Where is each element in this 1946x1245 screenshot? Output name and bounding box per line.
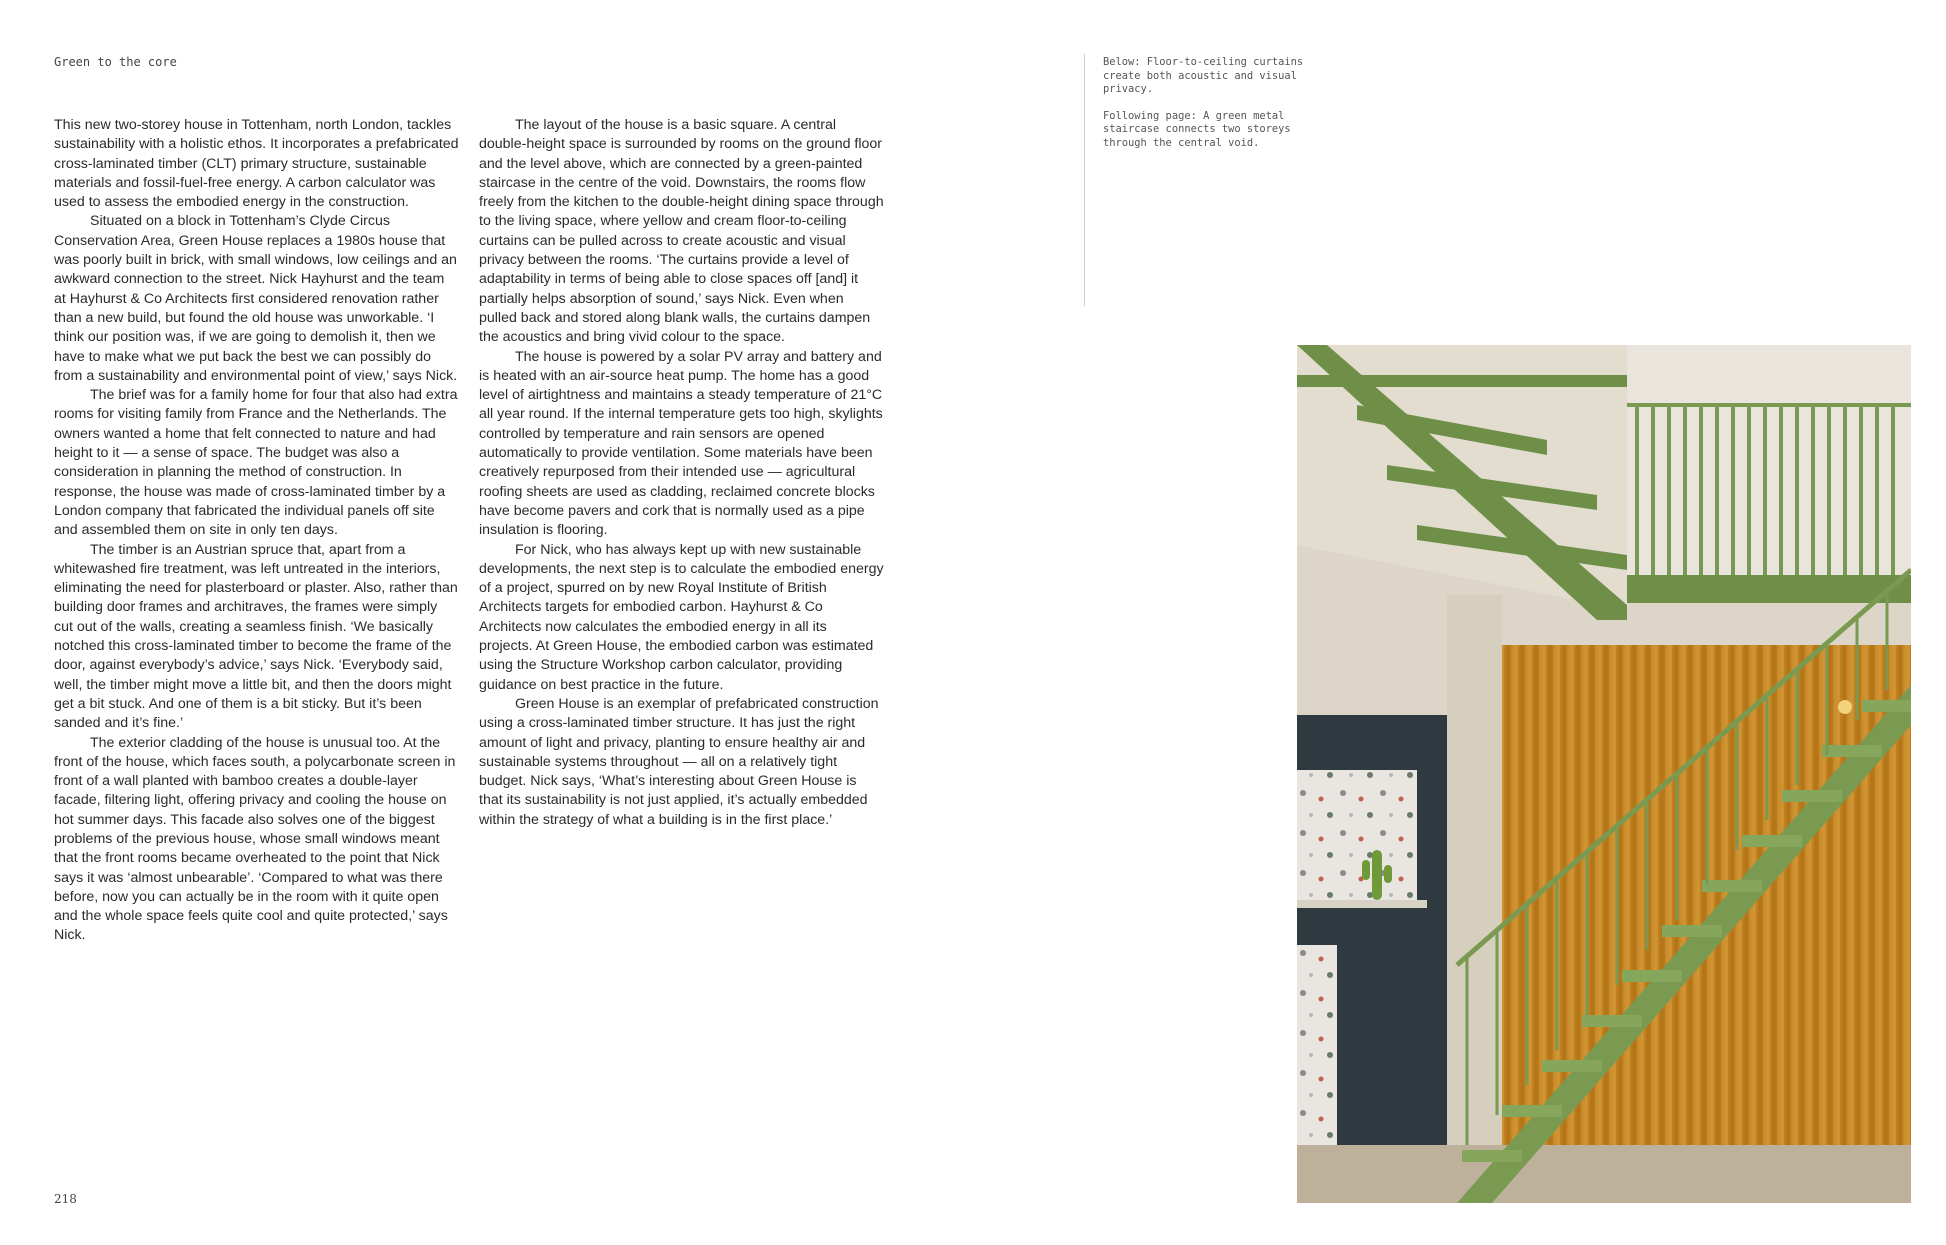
caption-below: Below: Floor-to-ceiling curtains create both acoustic and visual privacy.	[1103, 56, 1304, 96]
paragraph: The brief was for a family home for four that also had extra rooms for visiting family from France and the Netherlands. The owners wanted a home that felt connected to nature and had height to it — a sense of space. The budget was also a consideration in planning the method of construction. In response, the house was made of cross-laminated timber by a London company that fabricated the individual panels off site and assembled them on site in only ten days.	[54, 387, 458, 539]
staircase-photo	[1297, 345, 1911, 1203]
caption-following-page: Following page: A green metal staircase connects two storeys through the central void.	[1103, 109, 1291, 149]
body-column-1	[54, 116, 459, 946]
paragraph: The house is powered by a solar PV array and battery and is heated with an air-source heat pump. The home has a good level of airtightness and maintains a steady temperature of 21°C all year round. If the internal temperature gets too high, skylights controlled by temperature and rain sensors are opened automatically to provide ventilation. Some materials have been creatively repurposed from their intended use — agricultural roofing sheets are used as cladding, reclaimed concrete blocks have become pavers and cork that is normally used as a pipe insulation is flooring.	[479, 348, 883, 539]
concrete-floor	[1297, 1145, 1911, 1203]
page-number: 218	[54, 1192, 77, 1206]
paragraph: The exterior cladding of the house is unusual too. At the front of the house, which faces south, a polycarbonate screen in front of a wall planted with bamboo creates a double-layer facade, filtering light, offering privacy and cooling the house on hot summer days. This facade also solves one of the biggest problems of the previous house, whose small windows meant that the front rooms became overheated to the point that Nick says it was ‘almost unbearable’. ‘Compared to what was there before, now you can actually be in the room with it quite open and the whole space feels quite cool and quite protected,’ says Nick.	[54, 734, 456, 944]
paragraph: Situated on a block in Tottenham’s Clyde Circus Conservation Area, Green House replaces a 1980s house that was poorly built in brick, with small windows, low ceilings and an awkward connection to the street. Nick Hayhurst and the team at Hayhurst & Co Architects first considered renovation rather than a new build, but found the old house was unworkable. ‘I think our position was, if we are going to demolish it, then we have to make what we put back the best we can possibly do from a sustainability and environmental point of view,’ says Nick.	[54, 213, 458, 384]
timber-column	[1447, 595, 1502, 1203]
paragraph: The timber is an Austrian spruce that, apart from a whitewashed fire treatment, was left untreated in the interiors, eliminating the need for plasterboard or plaster. Also, rather than building door frames and architraves, the frames were simply cut out of the walls, creating a seamless finish. ‘We basically notched this cross-laminated timber to become the frame of the door, against everybody’s advice,’ says Nick. ‘Everybody said, well, the timber might move a little bit, and then the doors might get a bit stuck. And one of them is a bit sticky. But it’s been sanded and it’s fine.’	[54, 541, 458, 732]
paragraph: Green House is an exemplar of prefabricated construction using a cross-laminated timber structure. It has just the right amount of light and privacy, planting to ensure healthy air and sustainable systems throughout — all on a relatively tight budget. Nick says, ‘What’s interesting about Green House is that its sustainability is not just applied, it’s actually embedded within the strategy of what a building is in the first place.’	[479, 695, 879, 828]
running-head: Green to the core	[54, 55, 177, 69]
terrazzo-splashback	[1297, 770, 1417, 900]
staircase-illustration	[1297, 345, 1911, 1203]
body-column-2	[479, 116, 884, 830]
paragraph: The layout of the house is a basic square. A central double-height space is surrounded by rooms on the ground floor and the level above, which are connected by a green-painted staircase in the centre of the void. Downstairs, the rooms flow freely from the kitchen to the double-height dining space through to the living space, where yellow and cream floor-to-ceiling curtains can be pulled across to create acoustic and visual privacy between the rooms. ‘The curtains provide a level of adaptability in terms of being able to close spaces off [and] it partially helps absorption of sound,’ says Nick. Even when pulled back and stored along blank walls, the curtains dampen the acoustics and bring vivid colour to the space.	[479, 117, 884, 346]
paragraph: For Nick, who has always kept up with new sustainable developments, the next step is to calculate the embodied energy of a project, spurred on by new Royal Institute of British Architects targets for embodied carbon. Hayhurst & Co Architects now calculates the embodied energy in all its projects. At Green House, the embodied carbon was estimated using the Structure Workshop carbon calculator, providing guidance on best practice in the future.	[479, 541, 884, 693]
captions	[1103, 56, 1318, 164]
paragraph: This new two-storey house in Tottenham, north London, tackles sustainability with a holistic ethos. It incorporates a prefabricated cross-laminated timber (CLT) primary structure, sustainable materials and fossil-fuel-free energy. A carbon calculator was used to assess the embodied energy in the construction.	[54, 117, 459, 211]
wall-lamp-icon	[1838, 700, 1852, 714]
caption-divider	[1084, 54, 1085, 306]
